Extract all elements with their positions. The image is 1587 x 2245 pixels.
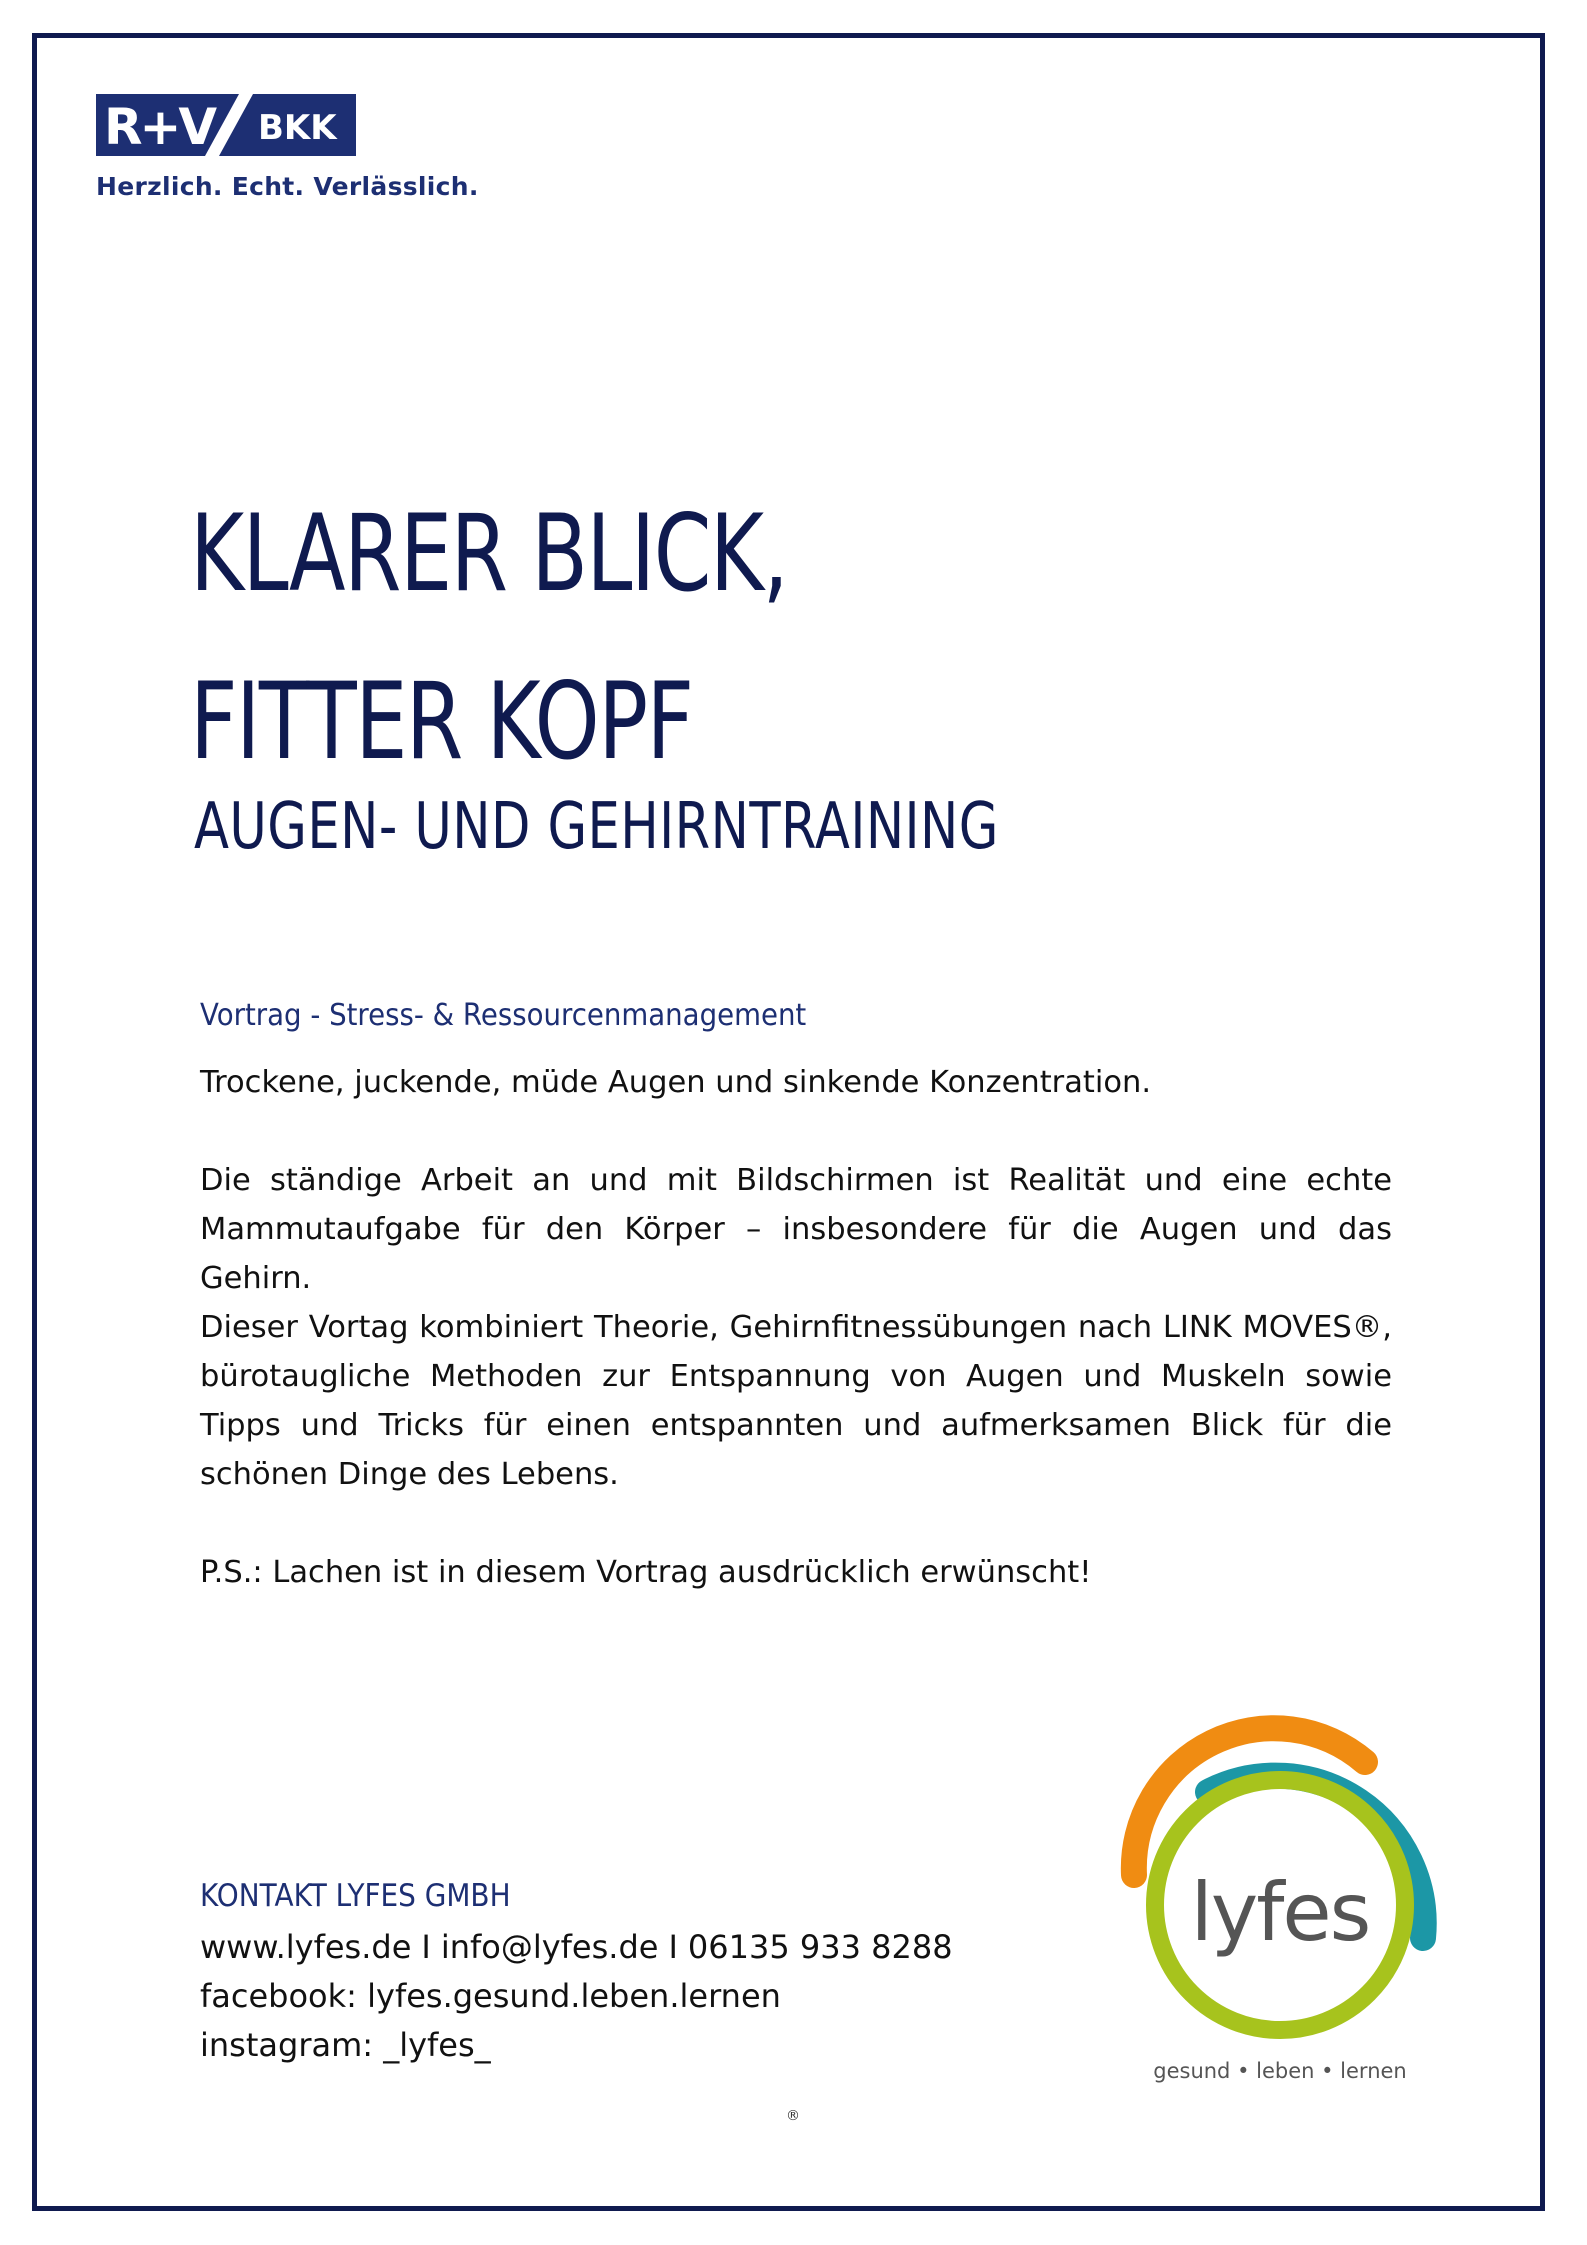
logo-wordmark: lyfes xyxy=(1190,1866,1370,1959)
instagram-line: instagram: _lyfes_ xyxy=(200,2026,491,2064)
ps-note: P.S.: Lachen ist in diesem Vortrag ausdrücklich erwünscht! xyxy=(200,1555,1092,1590)
contact-line-main xyxy=(200,1923,953,1972)
intro-paragraph: Trockene, juckende, müde Augen und sinkende Konzentration. xyxy=(200,1065,1152,1100)
logo-rv-text: R+V xyxy=(104,98,215,156)
contact-heading: KONTAKT LYFES GMBH xyxy=(200,1878,511,1914)
separator: I xyxy=(421,1928,431,1966)
paragraph-screens: Die ständige Arbeit an und mit Bildschirmen ist Realität und eine echte Mammutaufgabe für den Körper – insbesondere für die Augen und das Gehirn. xyxy=(200,1163,1392,1296)
category-label: Vortrag - Stress- & Ressourcenmanagement xyxy=(200,998,807,1033)
lyfes-logo xyxy=(1120,1700,1450,2100)
logo-bkk-text: BKK xyxy=(258,108,337,148)
separator: I xyxy=(668,1928,678,1966)
email-link[interactable]: info@lyfes.de xyxy=(440,1928,659,1966)
description xyxy=(200,1058,1392,1597)
title-line-2: FITTER KOPF xyxy=(190,660,693,783)
contact-block xyxy=(200,1923,953,2070)
registered-mark: ® xyxy=(786,2108,800,2124)
rv-bkk-logo xyxy=(96,94,356,156)
brand-tagline: Herzlich. Echt. Verlässlich. xyxy=(96,172,479,201)
phone-number: 06135 933 8288 xyxy=(687,1928,953,1966)
facebook-line: facebook: lyfes.gesund.leben.lernen xyxy=(200,1977,781,2015)
title-line-1: KLARER BLICK, xyxy=(190,492,788,615)
page-title xyxy=(190,470,787,806)
paragraph-content: Dieser Vortag kombiniert Theorie, Gehirnfitnessübungen nach LINK MOVES®, bürotaugliche Methoden zur Entspannung von Augen und Muskeln sowie Tipps und Tricks für einen entspannten und aufmerksamen Blick für die schönen Dinge des Lebens. xyxy=(200,1310,1392,1492)
website-link[interactable]: www.lyfes.de xyxy=(200,1928,412,1966)
logo-claim: gesund • leben • lernen xyxy=(1153,2059,1407,2083)
page-subtitle: AUGEN- UND GEHIRNTRAINING xyxy=(194,790,999,864)
